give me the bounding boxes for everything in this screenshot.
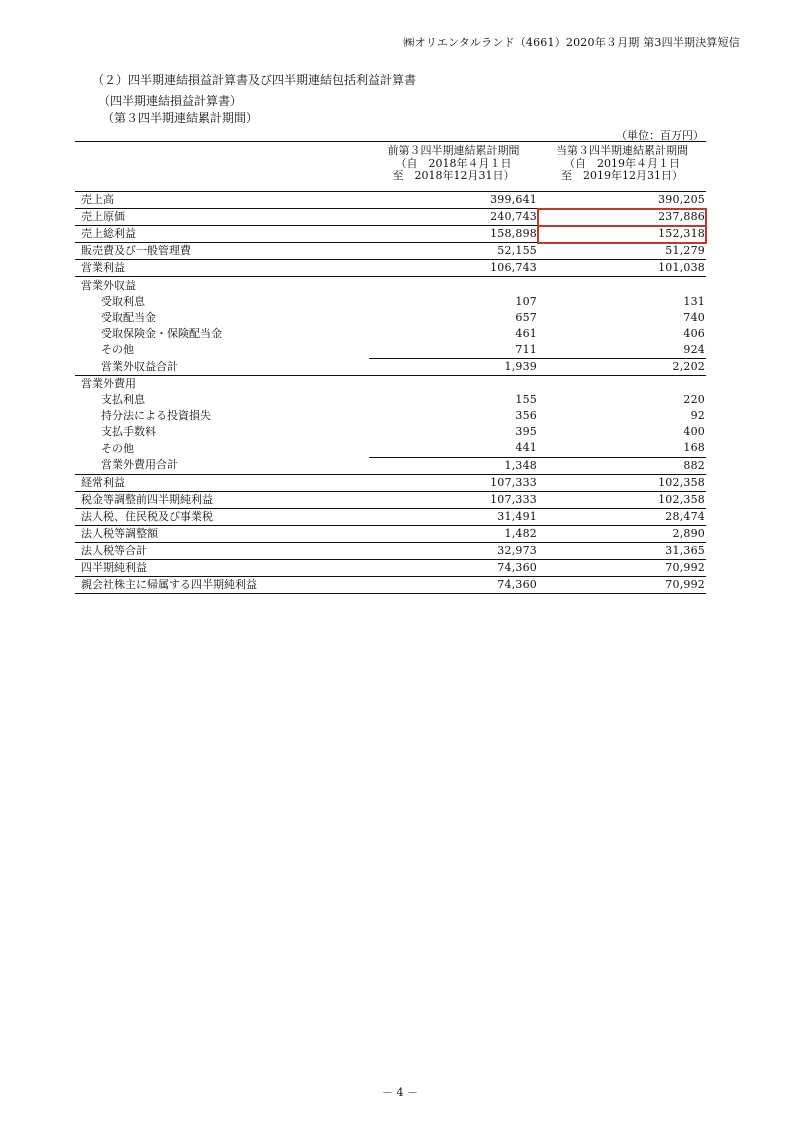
value-prev: 461: [515, 326, 537, 340]
table-row: [75, 294, 706, 310]
value-prev: 158,898: [369, 226, 538, 243]
table-row: [75, 408, 706, 424]
row-label: その他: [101, 441, 134, 455]
table-row: [75, 326, 706, 342]
table-row: [75, 358, 706, 375]
table-row: [75, 560, 706, 577]
row-label: 親会社株主に帰属する四半期純利益: [75, 577, 369, 594]
table-row: [75, 474, 706, 491]
page-number: － 4 －: [382, 1086, 418, 1099]
row-label: 営業外費用合計: [75, 457, 369, 474]
column-title-curr: 当第３四半期連結累計期間: [556, 144, 688, 157]
table-row: [75, 577, 706, 594]
row-label: 営業利益: [75, 260, 369, 277]
section-subtitle: （四半期連結損益計算書）: [98, 94, 243, 108]
value-prev: 74,360: [369, 560, 538, 577]
section-title: （２）四半期連結損益計算書及び四半期連結包括利益計算書: [92, 73, 417, 87]
row-label: 法人税、住民税及び事業税: [75, 508, 369, 525]
value-prev: 155: [515, 393, 537, 407]
row-label: 売上原価: [75, 209, 369, 226]
value-curr: 924: [538, 342, 706, 359]
value-prev: 107: [515, 294, 537, 308]
row-label: 支払手数料: [101, 425, 156, 439]
table-row: [75, 192, 706, 209]
value-curr: 740: [683, 310, 705, 324]
period-label: （第３四半期連結累計期間）: [102, 111, 259, 125]
value-curr-highlighted: 237,886: [538, 209, 706, 226]
value-curr: 406: [683, 326, 705, 340]
table-row: [75, 525, 706, 542]
row-label: 支払利息: [101, 393, 145, 407]
value-curr: 2,202: [538, 358, 706, 375]
income-statement-table: [75, 141, 706, 594]
value-prev: 657: [515, 310, 537, 324]
row-label: 営業外収益合計: [75, 358, 369, 375]
value-prev: 32,973: [369, 542, 538, 559]
value-curr: 92: [690, 409, 705, 423]
row-label: 持分法による投資損失: [101, 409, 211, 423]
value-curr: 2,890: [538, 525, 706, 542]
value-curr: 168: [538, 440, 706, 457]
row-label: 税金等調整前四半期純利益: [75, 491, 369, 508]
value-curr: 101,038: [538, 260, 706, 277]
value-prev: 1,939: [369, 358, 538, 375]
table-row: [75, 376, 706, 393]
table-row: [75, 392, 706, 408]
value-curr: 51,279: [538, 243, 706, 260]
value-curr: 102,358: [538, 491, 706, 508]
value-prev: 106,743: [369, 260, 538, 277]
table-row: [75, 424, 706, 440]
value-prev: [369, 277, 538, 294]
value-prev: 107,333: [369, 491, 538, 508]
column-to-curr: 至 2019年12月31日）: [561, 169, 683, 182]
table-row: [75, 342, 706, 359]
value-prev: 711: [369, 342, 538, 359]
table-row: [75, 542, 706, 559]
value-prev: [369, 376, 538, 393]
value-prev: 441: [369, 440, 538, 457]
table-header-row: [75, 142, 706, 192]
table-row: [75, 209, 706, 226]
row-label: 法人税等合計: [75, 542, 369, 559]
row-label: 営業外費用: [81, 377, 136, 391]
value-prev: 52,155: [369, 243, 538, 260]
column-header-prev: [369, 142, 538, 192]
table-row: [75, 491, 706, 508]
row-label: 受取配当金: [101, 310, 156, 324]
value-prev: 31,491: [369, 508, 538, 525]
value-curr: 882: [538, 457, 706, 474]
table-row: [75, 310, 706, 326]
row-label: 販売費及び一般管理費: [75, 243, 369, 260]
value-prev: 1,348: [369, 457, 538, 474]
value-curr: 220: [683, 393, 705, 407]
document-header: ㈱オリエンタルランド（4661）2020年３月期 第3四半期決算短信: [403, 36, 740, 49]
column-from-prev: （自 2018年４月１日: [395, 156, 512, 170]
value-prev: 395: [515, 425, 537, 439]
unit-label: （単位：百万円）: [616, 129, 704, 142]
value-curr-highlighted: 152,318: [538, 226, 706, 243]
value-prev: 240,743: [369, 209, 538, 226]
table-row: [75, 277, 706, 294]
header-blank: [75, 142, 369, 192]
value-curr: 102,358: [538, 474, 706, 491]
value-prev: 107,333: [369, 474, 538, 491]
value-curr: 70,992: [538, 560, 706, 577]
row-label: 受取保険金・保険配当金: [101, 326, 222, 340]
table-row: [75, 440, 706, 457]
row-label: 四半期純利益: [75, 560, 369, 577]
value-prev: 356: [515, 409, 537, 423]
value-curr: 28,474: [538, 508, 706, 525]
table-row: [75, 457, 706, 474]
row-label: 売上高: [75, 192, 369, 209]
column-title-prev: 前第３四半期連結累計期間: [387, 144, 520, 157]
value-prev: 74,360: [369, 577, 538, 594]
value-curr: 31,365: [538, 542, 706, 559]
table-row: [75, 508, 706, 525]
column-header-curr: [538, 142, 706, 192]
table-row: [75, 260, 706, 277]
row-label: 売上総利益: [75, 226, 369, 243]
table-row: [75, 226, 706, 243]
value-curr: [538, 376, 706, 393]
row-label: その他: [101, 343, 134, 357]
row-label: 営業外収益: [81, 278, 136, 292]
value-prev: 399,641: [369, 192, 538, 209]
row-label: 受取利息: [101, 294, 145, 308]
column-to-prev: 至 2018年12月31日）: [392, 169, 515, 182]
value-curr: 400: [683, 425, 705, 439]
column-from-curr: （自 2019年４月１日: [564, 156, 680, 170]
value-curr: 70,992: [538, 577, 706, 594]
value-curr: [538, 277, 706, 294]
value-curr: 390,205: [538, 192, 706, 209]
row-label: 経常利益: [75, 474, 369, 491]
value-curr: 131: [683, 294, 705, 308]
row-label: 法人税等調整額: [75, 525, 369, 542]
value-prev: 1,482: [369, 525, 538, 542]
table-row: [75, 243, 706, 260]
